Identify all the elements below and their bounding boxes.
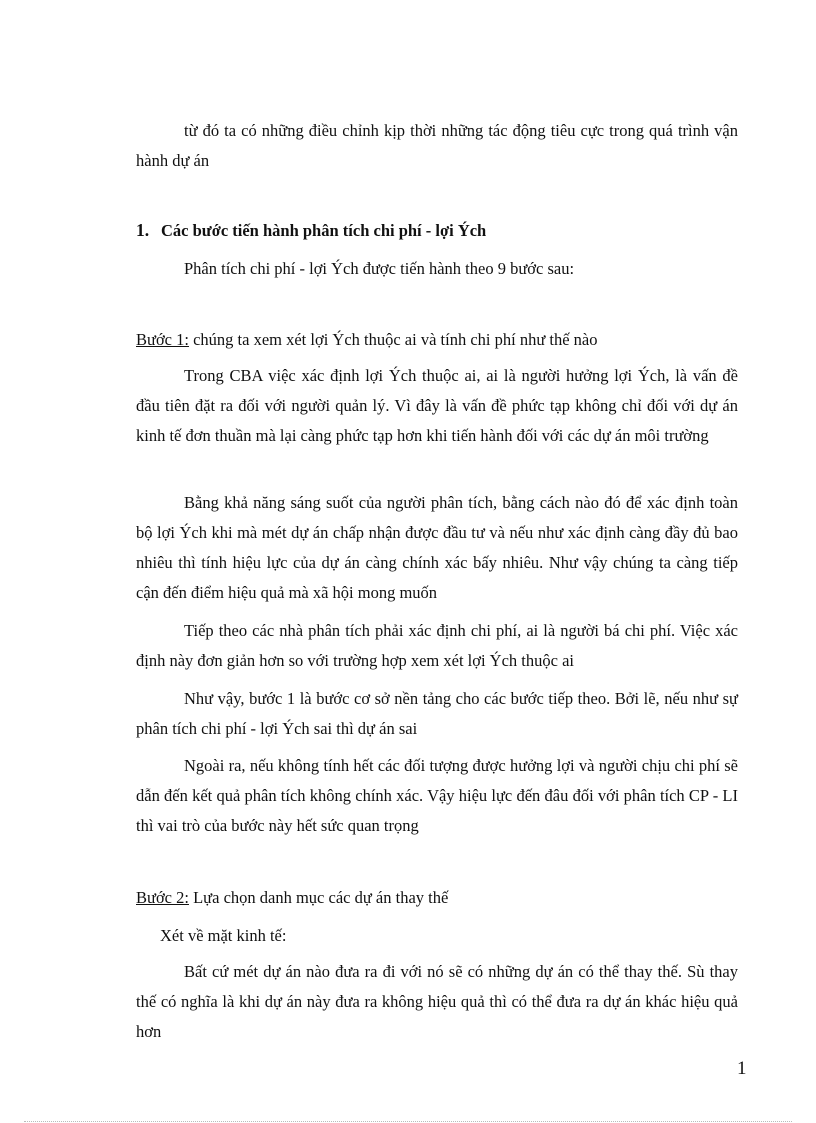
step-2-label: Bước 2:	[136, 888, 189, 907]
step-1-text: chúng ta xem xét lợi Ých thuộc ai và tính chi phí như thế nào	[188, 330, 598, 349]
section-title: Các bước tiến hành phân tích chi phí - lợi Ých	[161, 221, 487, 240]
step-1-paragraph-4: Như vậy, bước 1 là bước cơ sở nền tảng cho các bước tiếp theo. Bởi lẽ, nếu như sự phân tích chi phí - lợi Ých sai thì dự án sai	[136, 689, 738, 738]
section-heading	[136, 220, 486, 241]
step-1-heading	[136, 330, 598, 350]
page-number: 1	[737, 1058, 747, 1079]
step-1-paragraph-2: Bằng khả năng sáng suốt của người phân tích, bằng cách nào đó để xác định toàn bộ lợi Ých khi mà mét dự án chấp nhận được đầu tư và nếu như xác định càng đầy đủ bao nhiêu thì tính hiệu lực của dự án càng chính xác bấy nhiêu. Như vậy chúng ta càng tiếp cận đến điểm hiệu quả mà xã hội mong muốn	[136, 493, 738, 602]
step-1-paragraph-5: Ngoài ra, nếu không tính hết các đối tượng được hưởng lợi và người chịu chi phí sẽ dẫn đến kết quả phân tích không chính xác. Vậy hiệu lực đến đâu đối với phân tích CP - LI thì vai trò của bước này hết sức quan trọng	[136, 756, 738, 835]
step-2-heading	[136, 888, 448, 908]
step-1-label: Bước 1:	[136, 330, 189, 349]
step-2-subheading: Xét về mặt kinh tế:	[160, 926, 287, 945]
step-2-paragraph-1: Bất cứ mét dự án nào đưa ra đi với nó sẽ có những dự án có thể thay thế. Sù thay thế có nghĩa là khi dự án này đưa ra không hiệu quả thì có thể đưa ra dự án khác hiệu quả hơn	[136, 962, 738, 1041]
step-2-text: Lựa chọn danh mục các dự án thay thế	[188, 888, 449, 907]
section-number: 1.	[136, 220, 150, 240]
step-1-paragraph-1: Trong CBA việc xác định lợi Ých thuộc ai, ai là người hưởng lợi Ých, là vấn đề đầu tiên đặt ra đối với người quản lý. Vì đây là vấn đề phức tạp không chỉ đối với dự án kinh tế đơn thuần mà lại càng phức tạp hơn khi tiến hành đối với các dự án môi trường	[136, 366, 738, 445]
page-bottom-divider	[24, 1121, 792, 1122]
intro-paragraph: Phân tích chi phí - lợi Ých được tiến hành theo 9 bước sau:	[184, 259, 575, 278]
step-1-paragraph-3: Tiếp theo các nhà phân tích phải xác định chi phí, ai là người bá chi phí. Việc xác định này đơn giản hơn so với trường hợp xem xét lợi Ých thuộc ai	[136, 621, 738, 670]
paragraph-continuation: từ đó ta có những điều chỉnh kịp thời những tác động tiêu cực trong quá trình vận hành dự án	[136, 121, 738, 170]
